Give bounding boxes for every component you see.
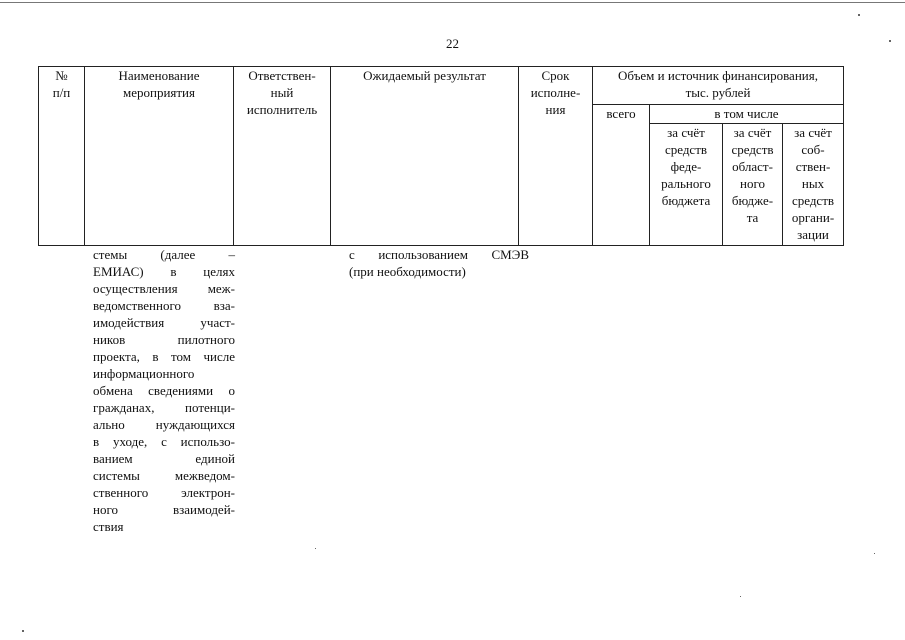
activity-name-continuation: стемы (далее – ЕМИАС) в целях осуществления меж- ведомственного вза- имодействия участ- ников пилотного проекта, в том числе информационного обмена сведениями о гражданах, потенци- ально нуждающихся в уходе, с использо- ванием единой системы межведом- ственного электрон- ного взаимодей- ствия xyxy=(93,247,235,534)
page-number: 22 xyxy=(446,36,459,51)
scan-speck xyxy=(740,596,741,597)
header-name: Наименование мероприятия xyxy=(85,67,234,246)
scan-speck xyxy=(22,630,24,632)
plan-table xyxy=(38,66,844,246)
scan-speck xyxy=(858,14,860,16)
header-term: Срок исполне- ния xyxy=(519,67,593,246)
scan-speck xyxy=(315,548,316,549)
expected-result-continuation: с использованием СМЭВ (при необходимости) xyxy=(349,247,529,279)
header-result: Ожидаемый результат xyxy=(331,67,519,246)
header-funding: Объем и источник финансирования, тыс. рублей xyxy=(593,67,844,105)
header-federal: за счёт средств феде- рального бюджета xyxy=(650,124,723,246)
scan-speck xyxy=(874,553,875,554)
header-own-funds: за счёт соб- ствен- ных средств органи- зации xyxy=(783,124,844,246)
scan-speck xyxy=(889,40,891,42)
header-responsible: Ответствен- ный исполнитель xyxy=(234,67,331,246)
page-top-rule xyxy=(0,2,905,3)
header-regional: за счёт средств област- ного бюдже- та xyxy=(723,124,783,246)
header-total: всего xyxy=(593,105,650,246)
header-number: № п/п xyxy=(39,67,85,246)
header-including: в том числе xyxy=(650,105,844,124)
